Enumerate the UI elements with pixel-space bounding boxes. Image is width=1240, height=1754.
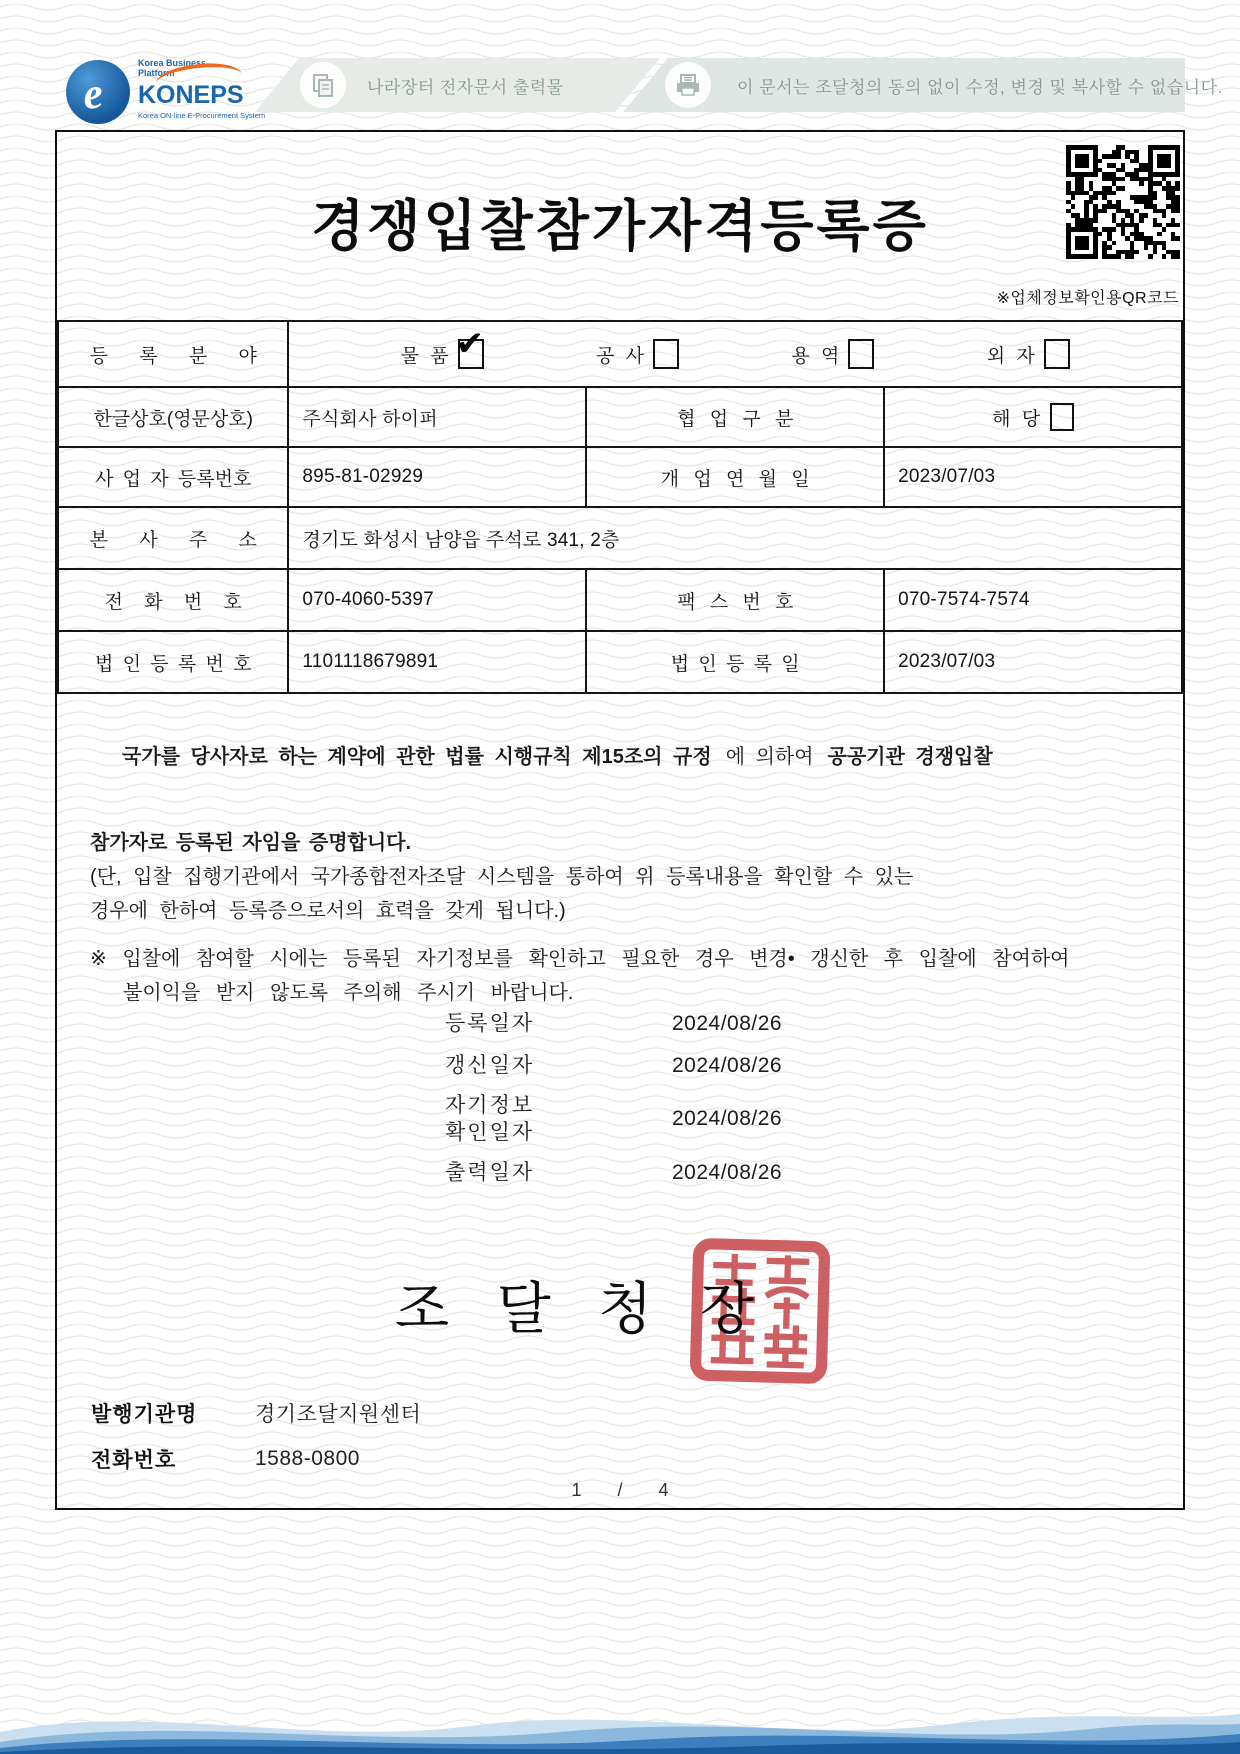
koneps-logo — [62, 56, 266, 132]
fax-value: 070-7574-7574 — [884, 569, 1182, 631]
printer-icon — [665, 62, 711, 108]
corp-reg-date-value: 2023/07/03 — [884, 631, 1182, 693]
caution-note — [90, 942, 1165, 1010]
koneps-logo-mark: e — [66, 60, 130, 124]
certificate-body — [55, 130, 1185, 1510]
caution-note-line-1: ※ 입찰에 참여할 시에는 등록된 자기정보를 확인하고 필요한 경우 변경• 갱신한 후 입찰에 참여하여 — [90, 948, 1070, 970]
signer-title: 조 달 청 장 — [395, 1277, 757, 1340]
company-name-label: 한글상호(영문상호) — [58, 387, 288, 447]
registration-date-row: 등록일자 2024/08/26 — [445, 1011, 783, 1035]
qr-caption: ※업체정보확인용QR코드 — [996, 290, 1179, 307]
certify-condition-line-2: 경우에 한하여 등록증으로서의 효력을 갖게 됩니다.) — [90, 900, 566, 922]
legal-clause-normal: 에 의하여 — [725, 746, 814, 768]
issuing-tel-label: 전화번호 — [91, 1449, 177, 1472]
header-band — [255, 58, 1223, 112]
business-number-label: 사 업 자 등록번호 — [58, 447, 288, 507]
option-service: 용 역 — [791, 339, 874, 369]
checkbox-foreign — [1044, 339, 1070, 369]
table-row — [58, 447, 1182, 507]
business-number-value: 895-81-02929 — [288, 447, 586, 507]
dates-block — [445, 1010, 925, 1186]
corp-reg-number-value: 1101118679891 — [288, 631, 586, 693]
logo-tagline-top: Korea Business Platform — [138, 58, 207, 78]
certify-statement: 참가자로 등록된 자임을 증명합니다. — [90, 832, 412, 854]
phone-label: 전 화 번 호 — [58, 569, 288, 631]
legal-clause-line — [90, 740, 1155, 769]
option-construction: 공 사 — [596, 339, 679, 369]
page-number: 1 / 4 — [571, 1480, 669, 1500]
option-goods: 물 품 ✔ — [401, 339, 484, 369]
checkbox-construction — [653, 339, 679, 369]
corp-reg-date-label: 법 인 등 록 일 — [586, 631, 884, 693]
opening-date-label: 개 업 연 월 일 — [586, 447, 884, 507]
qr-code — [1066, 145, 1180, 259]
registration-table — [57, 320, 1183, 694]
phone-value: 070-4060-5397 — [288, 569, 586, 631]
caution-note-line-2: 불이익을 받지 않도록 주의해 주시기 바랍니다. — [123, 982, 574, 1004]
issuing-org-value: 경기조달지원센터 — [255, 1403, 422, 1426]
registration-category-label: 등 록 분 야 — [58, 321, 288, 387]
certificate-title: 경쟁입찰참가자격등록증 — [311, 195, 929, 257]
legal-clause-bold-2: 공공기관 경쟁입찰 — [827, 746, 993, 768]
company-name-value: 주식회사 하이퍼 — [288, 387, 586, 447]
cooperation-option: 해 당 — [885, 403, 1181, 431]
checkbox-goods: ✔ — [458, 339, 484, 369]
table-row — [58, 387, 1182, 447]
table-row — [58, 507, 1182, 569]
legal-clause-bold: 국가를 당사자로 하는 계약에 관한 법률 시행규칙 제15조의 규정 — [122, 746, 712, 768]
renewal-date-row: 갱신일자 2024/08/26 — [445, 1053, 783, 1077]
table-row — [58, 569, 1182, 631]
table-row — [58, 321, 1182, 387]
issuing-org-label: 발행기관명 — [91, 1403, 198, 1426]
hq-address-value: 경기도 화성시 남양읍 주석로 341, 2층 — [288, 507, 1182, 569]
logo-tagline-bottom: Korea ON-line E-Procurement System — [138, 111, 266, 120]
fax-label: 팩 스 번 호 — [586, 569, 884, 631]
certify-condition-line-1: (단, 입찰 집행기관에서 국가종합전자조달 시스템을 통하여 위 등록내용을 확인할 수 있는 — [90, 866, 914, 888]
table-row — [58, 631, 1182, 693]
option-foreign: 외 자 — [987, 339, 1070, 369]
bottom-wave-decoration — [0, 1692, 1240, 1754]
print-date-row: 출력일자 2024/08/26 — [445, 1160, 783, 1184]
self-info-check-date-row: 자기정보 확인일자 2024/08/26 — [445, 1094, 783, 1144]
corp-reg-number-label: 법 인 등 록 번 호 — [58, 631, 288, 693]
checkbox-service — [848, 339, 874, 369]
opening-date-value: 2023/07/03 — [884, 447, 1182, 507]
issuing-tel-value: 1588-0800 — [255, 1447, 360, 1470]
certify-paragraph — [90, 826, 1155, 928]
checkbox-cooperation — [1050, 403, 1074, 431]
logo-brand-text: KONEPS — [138, 81, 244, 109]
issuing-tel-row — [91, 1444, 360, 1474]
cooperation-label: 협 업 구 분 — [586, 387, 884, 447]
official-seal-stamp — [688, 1236, 832, 1386]
copy-document-icon — [300, 62, 346, 108]
print-note-left: 나라장터 전자문서 출력물 — [367, 77, 564, 97]
issuing-org-row — [91, 1398, 421, 1428]
hq-address-label: 본 사 주 소 — [58, 507, 288, 569]
print-note-right: 이 문서는 조달청의 동의 없이 수정, 변경 및 복사할 수 없습니다. — [737, 77, 1223, 97]
